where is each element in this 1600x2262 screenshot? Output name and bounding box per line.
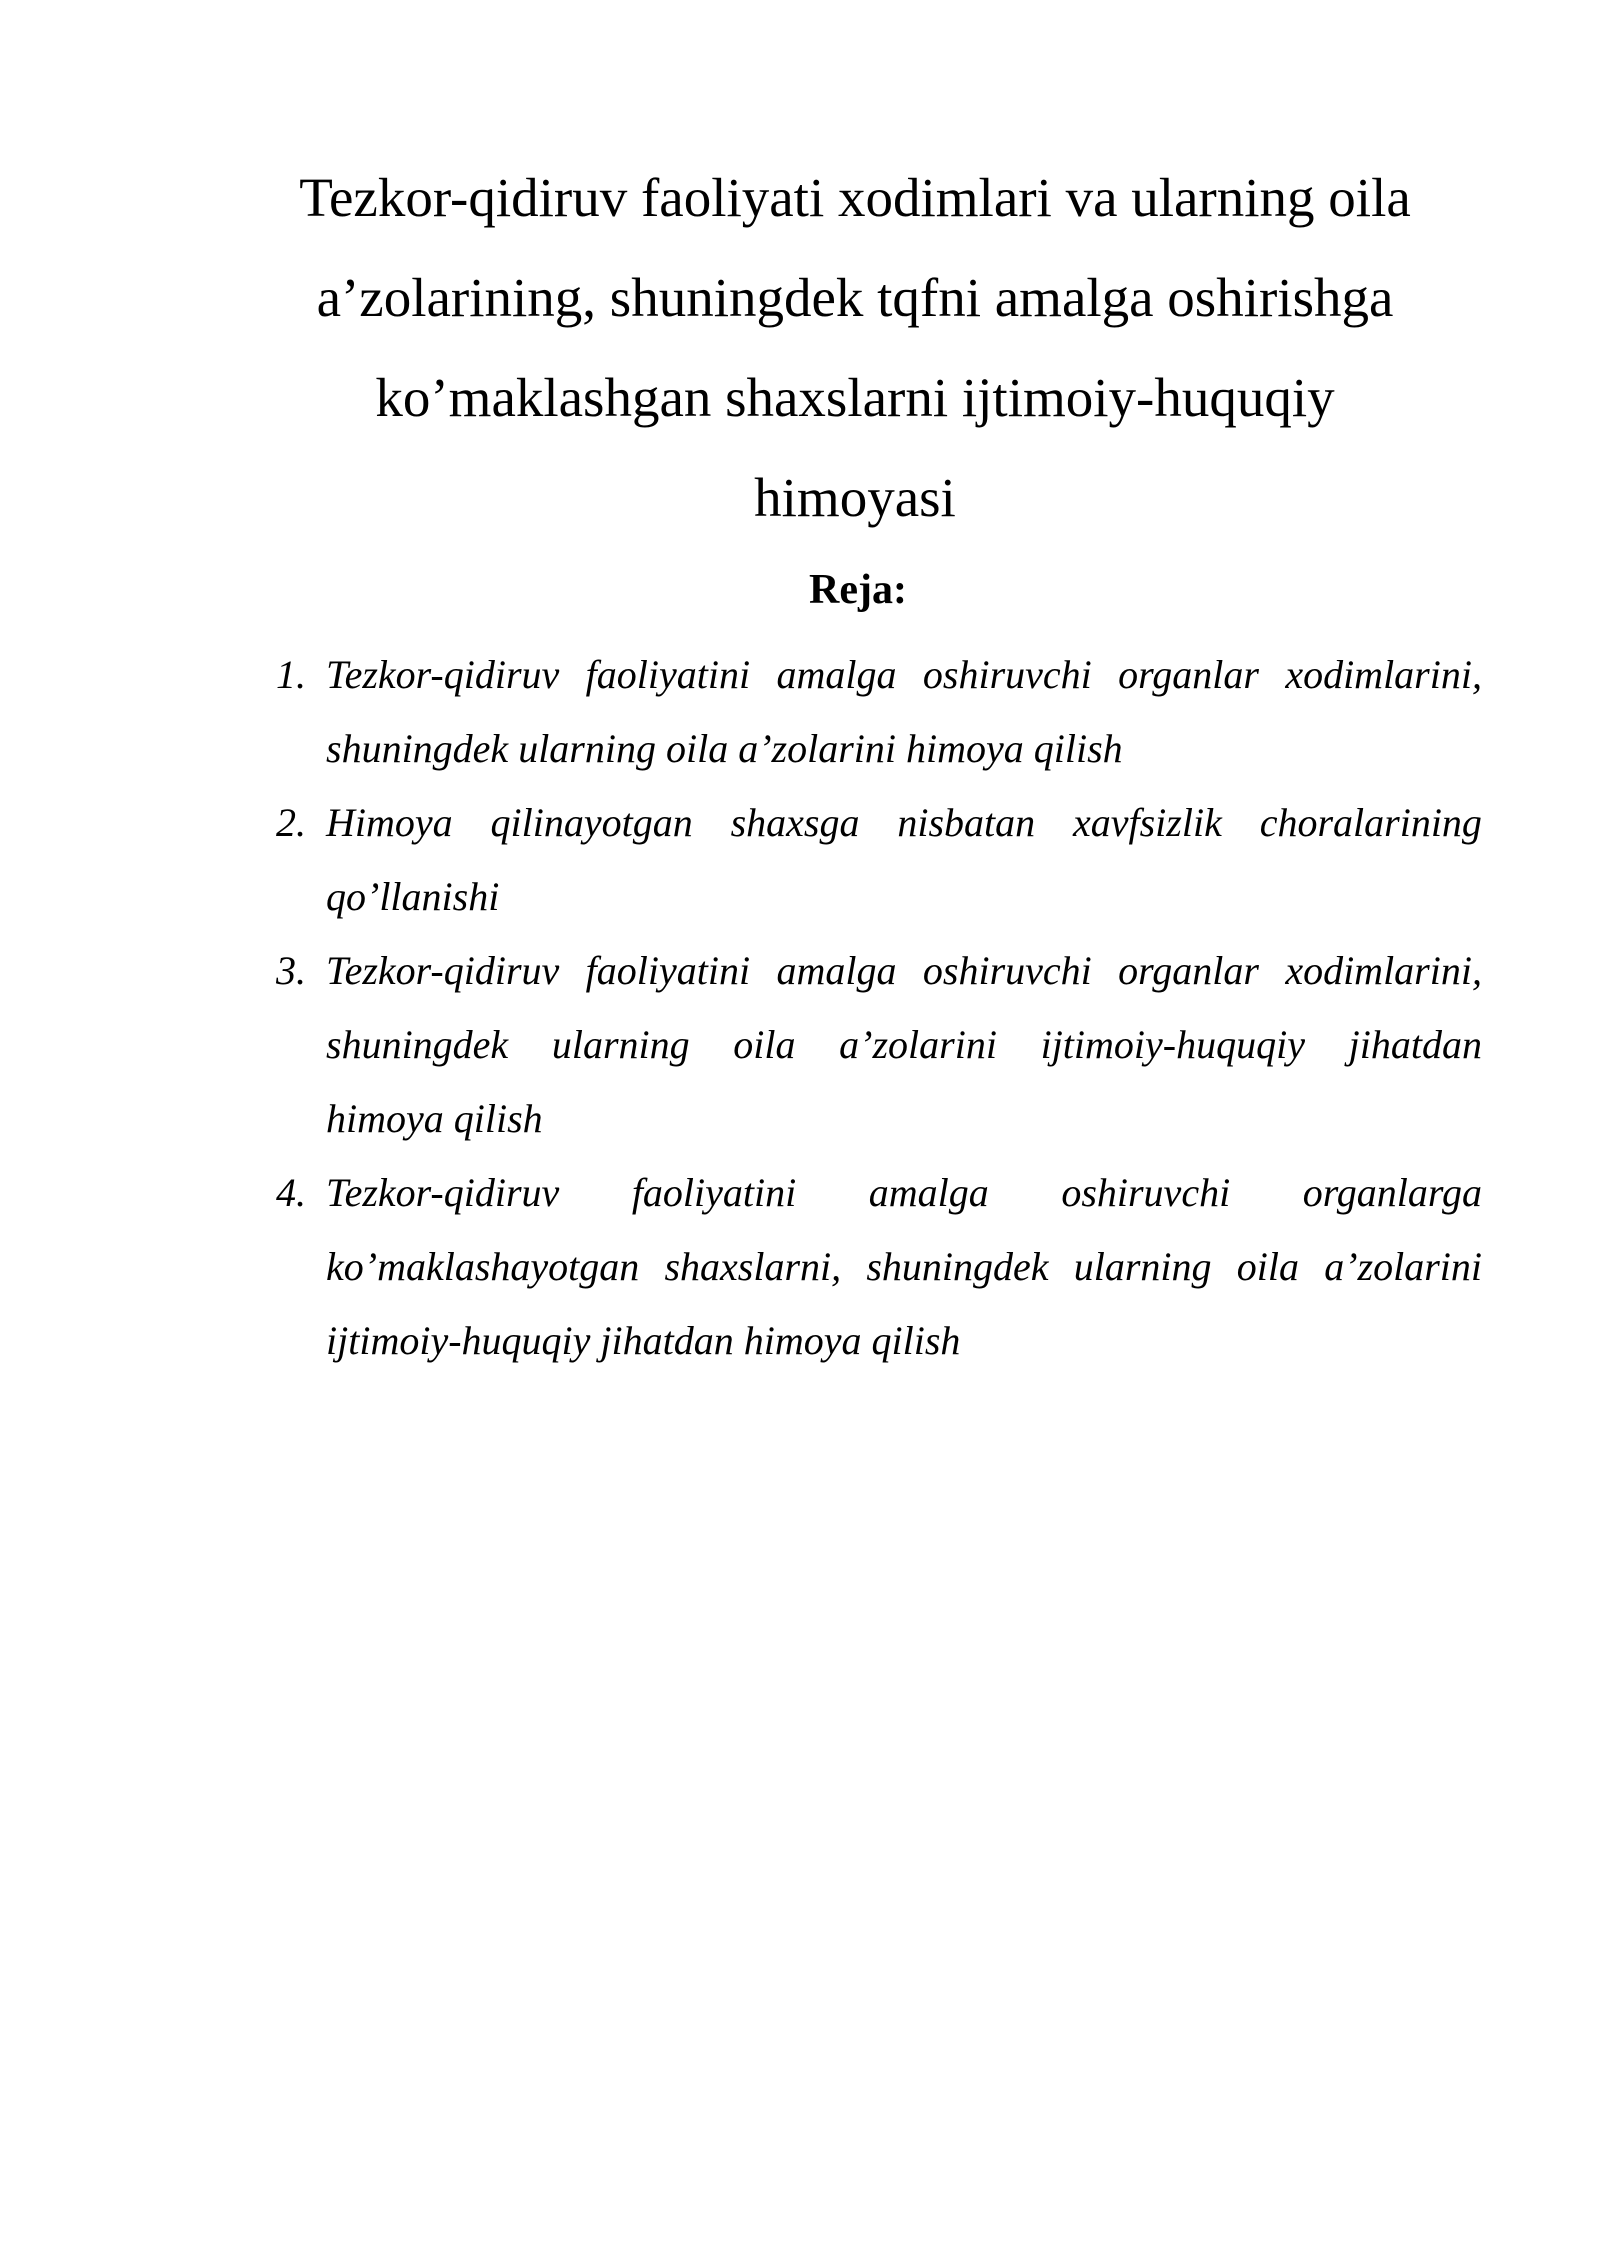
plan-item-line (326, 1230, 1482, 1304)
plan-item-4 (270, 1156, 1482, 1378)
plan-heading: Reja: (809, 567, 907, 613)
plan-item-number: 2. (276, 800, 306, 845)
word: xodimlarini, (1285, 948, 1482, 993)
word: a’zolarini (839, 1022, 997, 1067)
word: oila (1236, 1244, 1299, 1289)
title-line: Tezkor-qidiruv faoliyati xodimlari va ularning oila (299, 167, 1411, 228)
word: shaxslarni, (664, 1244, 842, 1289)
word: amalga (868, 1170, 989, 1215)
word: shuningdek (326, 1022, 509, 1067)
plan-item-line (326, 786, 1482, 860)
document-title (230, 148, 1480, 548)
word: ularning (1073, 1244, 1212, 1289)
word: oshiruvchi (922, 652, 1092, 697)
word: oshiruvchi (922, 948, 1092, 993)
word: choralarining (1259, 800, 1482, 845)
word: Tezkor-qidiruv (326, 948, 560, 993)
plan-list (270, 638, 1482, 1378)
word: oshiruvchi (1061, 1170, 1231, 1215)
word: Tezkor-qidiruv (326, 1170, 560, 1215)
word: ko’maklashayotgan (326, 1244, 640, 1289)
word: faoliyatini (585, 948, 751, 993)
plan-item-line: himoya qilish (326, 1096, 543, 1141)
word: xodimlarini, (1285, 652, 1482, 697)
word: Tezkor-qidiruv (326, 652, 560, 697)
word: xavfsizlik (1072, 800, 1222, 845)
plan-item-1 (270, 638, 1482, 786)
plan-item-line: ijtimoiy-huquqiy jihatdan himoya qilish (326, 1318, 961, 1363)
plan-item-number: 1. (276, 652, 306, 697)
word: shuningdek (866, 1244, 1049, 1289)
word: organlar (1118, 652, 1259, 697)
plan-item-line (326, 934, 1482, 1008)
word: nisbatan (897, 800, 1036, 845)
plan-item-2 (270, 786, 1482, 934)
plan-item-3 (270, 934, 1482, 1156)
title-line: a’zolarining, shuningdek tqfni amalga oshirishga (316, 267, 1394, 328)
plan-item-number: 3. (276, 948, 306, 993)
plan-item-line (326, 638, 1482, 712)
word: organlar (1118, 948, 1259, 993)
word: faoliyatini (585, 652, 751, 697)
word: ularning (551, 1022, 690, 1067)
word: ijtimoiy-huquqiy (1040, 1022, 1305, 1067)
word: a’zolarini (1324, 1244, 1482, 1289)
word: amalga (776, 652, 897, 697)
plan-item-line (326, 1156, 1482, 1230)
plan-item-number: 4. (276, 1170, 306, 1215)
word: faoliyatini (631, 1170, 797, 1215)
plan-item-line: shuningdek ularning oila a’zolarini himoya qilish (326, 726, 1123, 771)
word: jihatdan (1348, 1022, 1482, 1067)
title-line: himoyasi (754, 467, 956, 528)
title-line: ko’maklashgan shaxslarni ijtimoiy-huquqiy (375, 367, 1335, 428)
word: shaxsga (730, 800, 860, 845)
word: qilinayotgan (490, 800, 693, 845)
plan-item-line (326, 1008, 1482, 1082)
plan-item-line: qo’llanishi (326, 874, 500, 919)
word: organlarga (1302, 1170, 1482, 1215)
word: amalga (776, 948, 897, 993)
word: Himoya (326, 800, 453, 845)
word: oila (733, 1022, 796, 1067)
